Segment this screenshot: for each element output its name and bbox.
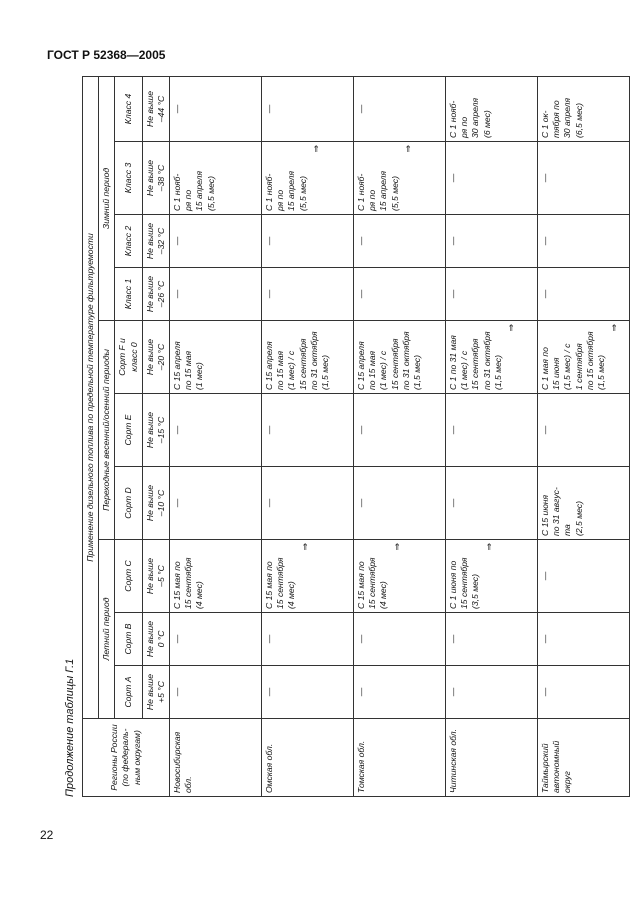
grade-temp-header: Не выше –44 °С (142, 76, 169, 141)
cell-text: С 1 нояб- ря по 15 апреля (5,5 мес) (172, 170, 216, 211)
table-row (538, 76, 630, 796)
cell-text: — (540, 571, 551, 581)
cell-text: — (264, 498, 275, 508)
table-cell (446, 321, 538, 394)
grade-name-header: Сорт Е (115, 394, 142, 467)
cell-text: — (540, 173, 551, 183)
cell-text: — (356, 289, 367, 299)
cell-text: — (540, 634, 551, 644)
cell-text: — (264, 104, 275, 114)
rotated-table-area (64, 67, 620, 797)
cell-text: — (448, 289, 459, 299)
cell-text: С 15 мая по 15 сентября (4 мес) (172, 557, 205, 609)
cell-text: — (172, 104, 183, 114)
cell-text: — (540, 236, 551, 246)
table-cell (446, 394, 538, 467)
table-cell (354, 142, 446, 215)
grade-temp-header: Не выше –10 °С (142, 467, 169, 540)
cell-text: — (172, 634, 183, 644)
cell-text: — (448, 687, 459, 697)
continuation-arrow-icon: ⇒ (299, 543, 310, 551)
table-cell (170, 394, 262, 467)
cell-text: С 1 нояб- ря по 15 апреля (5,5 мес) (264, 170, 308, 211)
continuation-arrow-icon: ⇒ (402, 145, 413, 153)
grade-name-header: Сорт F и класс 0 (115, 321, 142, 394)
grade-temp-header: Не выше –5 °С (142, 540, 169, 613)
table-cell (262, 142, 354, 215)
cell-text: С 15 июня по 31 авгус- та (2,5 мес) (540, 487, 584, 536)
cell-text: С 1 мая по 15 июня (1,5 мес) / с 1 сентября по 15 октября (1,5 мес) (540, 331, 606, 390)
continuation-arrow-icon: ⇒ (505, 324, 516, 332)
transition-period-header: Переходные весенний/осенний периоды (99, 321, 115, 540)
continuation-arrow-icon: ⇒ (310, 145, 321, 153)
table-cell (538, 215, 630, 268)
cell-text: С 1 по 31 мая (1 мес) / с 15 сентября по 31 октября (1,5 мес) (448, 331, 503, 390)
grade-name-header: Сорт С (115, 540, 142, 613)
cell-text: — (356, 498, 367, 508)
region-cell: Читинская обл. (446, 719, 538, 797)
table-cell (262, 268, 354, 321)
grade-name-header: Сорт В (115, 613, 142, 666)
table-cell (446, 142, 538, 215)
table-cell (446, 215, 538, 268)
table-cell (262, 467, 354, 540)
grade-name-header: Класс 4 (115, 76, 142, 141)
cell-text: — (540, 425, 551, 435)
region-cell: Омская обл. (262, 719, 354, 797)
table-cell (446, 666, 538, 719)
table-cell (170, 76, 262, 141)
table-cell (354, 467, 446, 540)
continuation-arrow-icon: ⇒ (483, 543, 494, 551)
cell-text: — (172, 236, 183, 246)
table-row (170, 76, 262, 796)
summer-period-header: Летний период (99, 540, 115, 719)
table-cell (170, 666, 262, 719)
page-number: 22 (40, 828, 54, 842)
table-cell (538, 321, 630, 394)
cell-text: — (264, 687, 275, 697)
grade-name-header: Класс 2 (115, 215, 142, 268)
table-cell (354, 76, 446, 141)
cell-text: — (448, 236, 459, 246)
region-cell: Таймырский автономный округ (538, 719, 630, 797)
table-row (262, 76, 354, 796)
table-cell (446, 467, 538, 540)
region-column-header: Регионы России (по федераль- ным округам) (83, 719, 170, 797)
table-row (446, 76, 538, 796)
data-table (82, 76, 630, 797)
table-cell (262, 76, 354, 141)
table-cell (538, 467, 630, 540)
cell-text: — (172, 425, 183, 435)
table-cell (446, 268, 538, 321)
table-cell (538, 76, 630, 141)
cell-text: — (264, 425, 275, 435)
cell-text: — (540, 289, 551, 299)
grade-temp-header: Не выше –32 °С (142, 215, 169, 268)
region-cell: Новосибирская обл. (170, 719, 262, 797)
cell-text: С 1 июня по 15 сентября (3,5 мес) (448, 557, 481, 609)
table-cell (538, 142, 630, 215)
cell-text: — (356, 236, 367, 246)
table-cell (446, 540, 538, 613)
table-cell (170, 540, 262, 613)
table-cell (262, 613, 354, 666)
region-cell: Томская обл. (354, 719, 446, 797)
cell-text: — (448, 634, 459, 644)
cell-text: С 1 нояб- ря по 30 апреля (6 мес) (448, 97, 492, 138)
grade-temp-header: Не выше 0 °С (142, 613, 169, 666)
cell-text: С 1 нояб- ря по 15 апреля (5,5 мес) (356, 170, 400, 211)
continuation-arrow-icon: ⇒ (391, 543, 402, 551)
cell-text: — (448, 173, 459, 183)
cell-text: — (172, 289, 183, 299)
table-cell (538, 540, 630, 613)
cell-text: — (172, 687, 183, 697)
table-cell (354, 394, 446, 467)
table-cell (170, 215, 262, 268)
cell-text: — (264, 236, 275, 246)
table-cell (170, 142, 262, 215)
table-cell (262, 394, 354, 467)
table-cell (354, 666, 446, 719)
table-cell (262, 215, 354, 268)
cell-text: — (448, 498, 459, 508)
cell-text: С 15 апреля по 15 мая (1 мес) / с 15 сентября по 31 октября (1,5 мес) (356, 331, 422, 390)
table-cell (262, 666, 354, 719)
table-cell (262, 321, 354, 394)
cell-text: — (540, 687, 551, 697)
table-cell (170, 268, 262, 321)
grade-temp-header: Не выше –26 °С (142, 268, 169, 321)
cell-text: — (356, 687, 367, 697)
grade-temp-header: Не выше +5 °С (142, 666, 169, 719)
grade-name-header: Класс 1 (115, 268, 142, 321)
cell-text: — (172, 498, 183, 508)
table-cell (354, 540, 446, 613)
table-cell (538, 666, 630, 719)
table-cell (262, 540, 354, 613)
grade-name-header: Сорт D (115, 467, 142, 540)
cell-text: С 1 ок- тября по 30 апреля (6,5 мес) (540, 97, 584, 138)
table-cell (446, 76, 538, 141)
table-cell (538, 268, 630, 321)
table-cell (170, 467, 262, 540)
cell-text: — (356, 425, 367, 435)
table-cell (354, 268, 446, 321)
table-cell (354, 215, 446, 268)
table-cell (354, 321, 446, 394)
table-cell (170, 613, 262, 666)
cell-text: С 15 мая по 15 сентября (4 мес) (264, 557, 297, 609)
grade-name-header: Класс 3 (115, 142, 142, 215)
table-caption: Продолжение таблицы Г.1 (64, 658, 76, 797)
cell-text: С 15 апреля по 15 мая (1 мес) / с 15 сентября по 31 октября (1,5 мес) (264, 331, 330, 390)
grade-name-header: Сорт А (115, 666, 142, 719)
cell-text: — (356, 104, 367, 114)
continuation-arrow-icon: ⇒ (609, 324, 620, 332)
table-cell (354, 613, 446, 666)
cell-text: — (264, 634, 275, 644)
table-cell (538, 613, 630, 666)
cell-text: С 15 мая по 15 сентября (4 мес) (356, 557, 389, 609)
cell-text: — (264, 289, 275, 299)
cell-text: — (356, 634, 367, 644)
table-row (354, 76, 446, 796)
cell-text: — (448, 425, 459, 435)
grade-temp-header: Не выше –20 °С (142, 321, 169, 394)
document-header: ГОСТ Р 52368—2005 (47, 48, 166, 62)
table-cell (170, 321, 262, 394)
grade-temp-header: Не выше –38 °С (142, 142, 169, 215)
application-header: Применение дизельного топлива по предельной температуре фильтруемости (83, 76, 99, 718)
winter-period-header: Зимний период (99, 76, 115, 320)
grade-temp-header: Не выше –15 °С (142, 394, 169, 467)
cell-text: С 15 апреля по 15 мая (1 мес) (172, 341, 205, 390)
table-cell (446, 613, 538, 666)
table-cell (538, 394, 630, 467)
